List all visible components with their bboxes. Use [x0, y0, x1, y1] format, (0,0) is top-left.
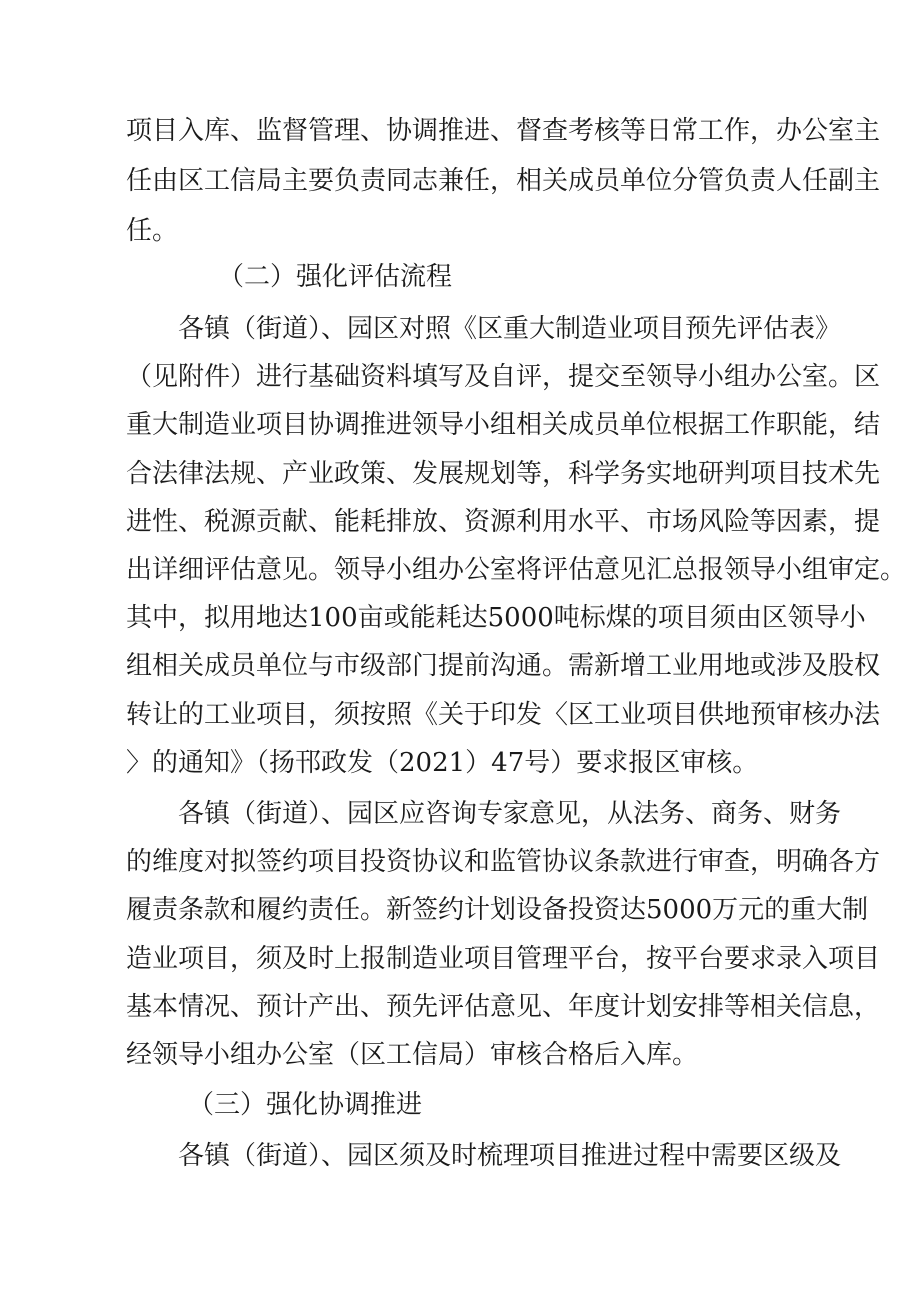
paragraph-line: （见附件）进行基础资料填写及自评，提交至领导小组办公室。区: [126, 362, 881, 392]
paragraph-line: 重大制造业项目协调推进领导小组相关成员单位根据工作职能，结: [126, 410, 881, 440]
paragraph-line: 合法律法规、产业政策、发展规划等，科学务实地研判项目技术先: [126, 459, 881, 489]
paragraph-line: 出详细评估意见。领导小组办公室将评估意见汇总报领导小组审定。: [126, 555, 907, 585]
paragraph-line: 造业项目，须及时上报制造业项目管理平台，按平台要求录入项目: [126, 944, 881, 974]
paragraph-line: 项目入库、监督管理、协调推进、督查考核等日常工作，办公室主: [126, 116, 881, 146]
paragraph-line: 组相关成员单位与市级部门提前沟通。需新增工业用地或涉及股权: [126, 651, 881, 681]
paragraph-line: 各镇（街道）、园区对照《区重大制造业项目预先评估表》: [178, 314, 842, 344]
paragraph-line: 基本情况、预计产出、预先评估意见、年度计划安排等相关信息，: [126, 992, 881, 1022]
section-heading: （三）强化协调推进: [188, 1090, 423, 1120]
paragraph-line: 的维度对拟签约项目投资协议和监管协议条款进行审查，明确各方: [126, 847, 881, 877]
paragraph-line: 任。: [126, 216, 179, 246]
paragraph-line: 转让的工业项目，须按照《关于印发〈区工业项目供地预审核办法: [126, 700, 881, 730]
paragraph-line: 经领导小组办公室（区工信局）审核合格后入库。: [126, 1040, 699, 1070]
paragraph-line: 各镇（街道）、园区须及时梳理项目推进过程中需要区级及: [178, 1141, 842, 1171]
paragraph-line: 履责条款和履约责任。新签约计划设备投资达5000万元的重大制: [126, 895, 869, 925]
paragraph-line: 任由区工信局主要负责同志兼任，相关成员单位分管负责人任副主: [126, 166, 881, 196]
paragraph-line: 其中，拟用地达100亩或能耗达5000吨标煤的项目须由区领导小: [126, 603, 866, 633]
paragraph-line: 〉的通知》（扬邗政发（2021）47号）要求报区审核。: [126, 748, 759, 778]
paragraph-line: 各镇（街道）、园区应咨询专家意见，从法务、商务、财务: [178, 799, 842, 829]
section-heading: （二）强化评估流程: [218, 262, 453, 292]
paragraph-line: 进性、税源贡献、能耗排放、资源利用水平、市场风险等因素，提: [126, 507, 881, 537]
